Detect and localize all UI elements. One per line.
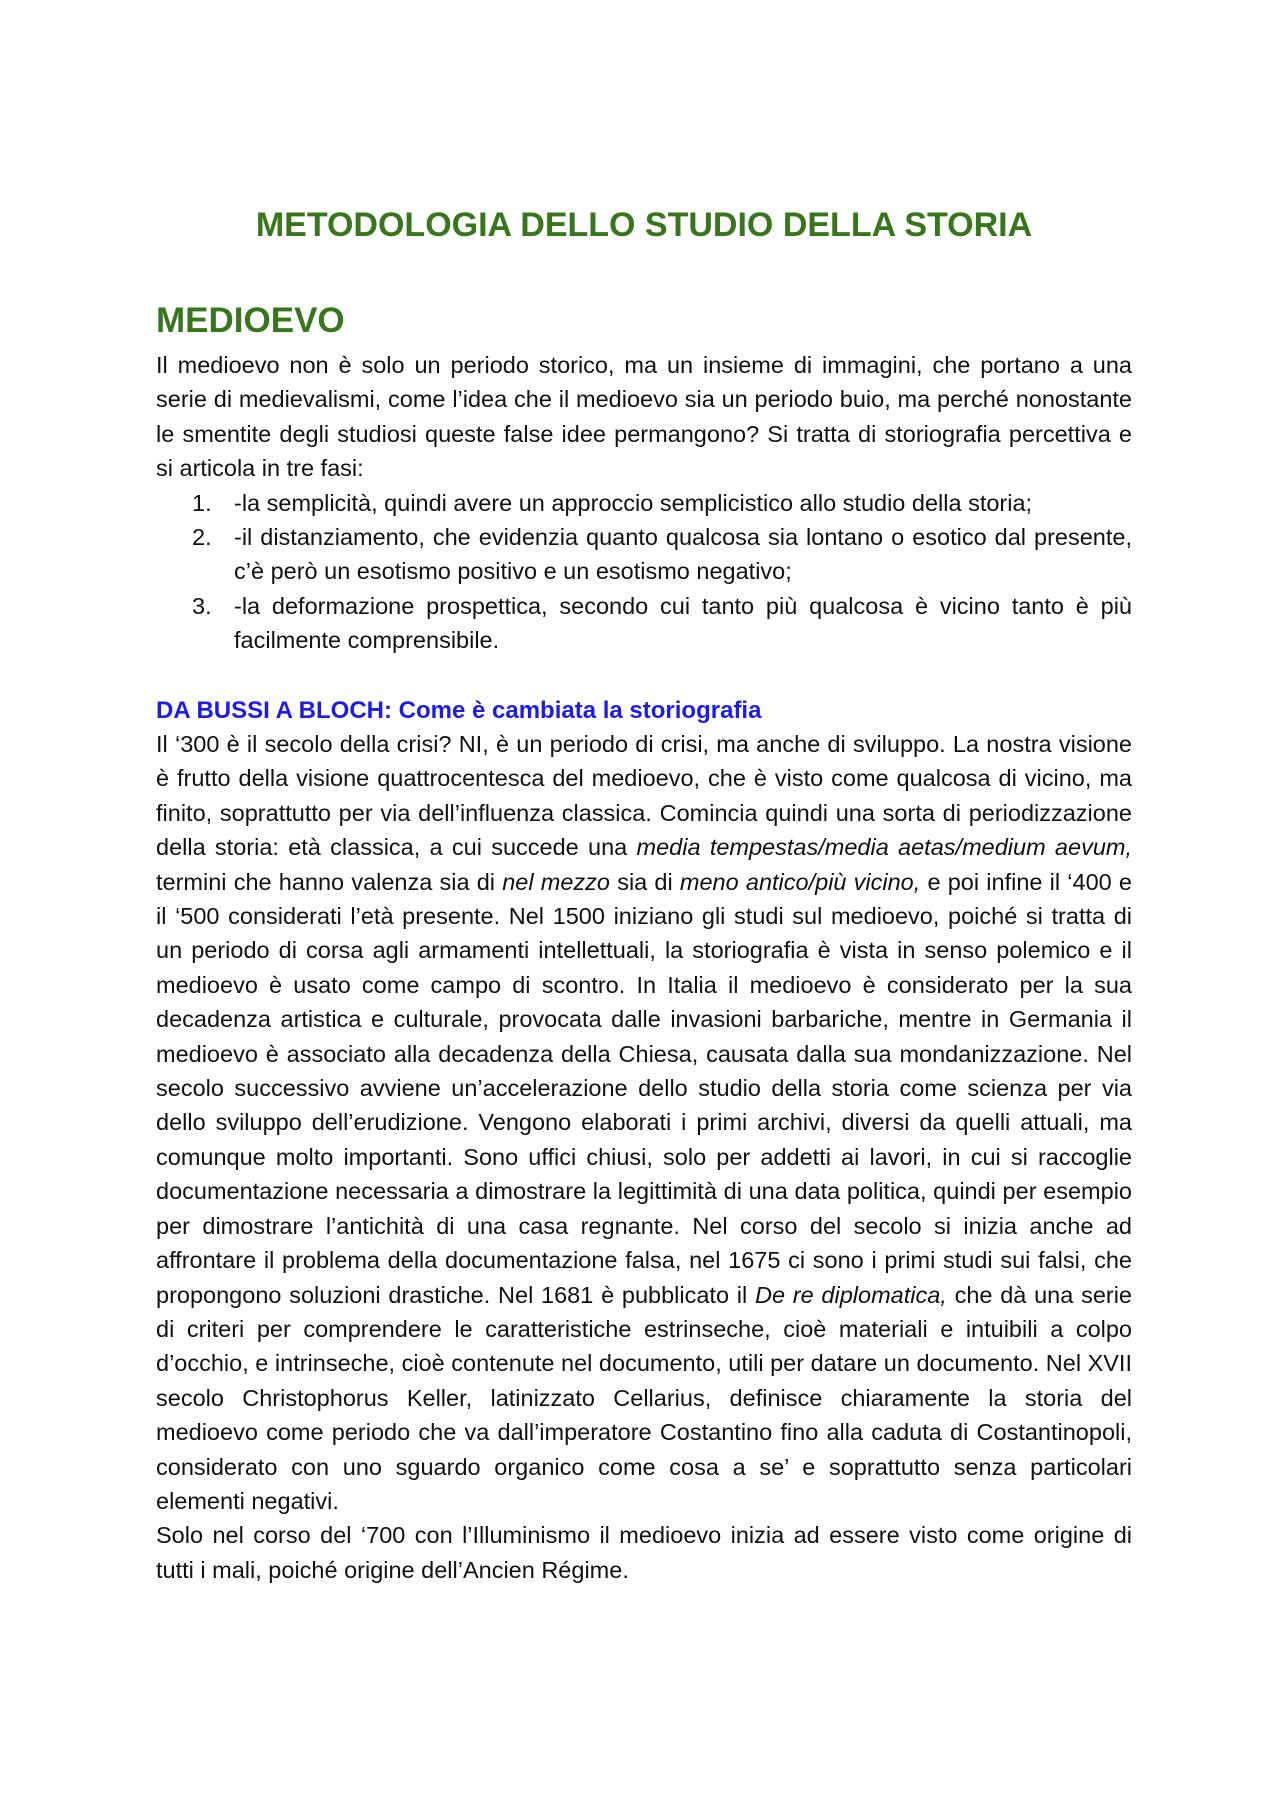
list-item-text: -il distanziamento, che evidenzia quanto qualcosa sia lontano o esotico dal presente, c’è però un esotismo positivo e un esotismo negativo; xyxy=(234,524,1132,585)
text-run: termini che hanno valenza sia di xyxy=(156,868,503,895)
list-number: 1. xyxy=(192,489,212,516)
italic-term: nel mezzo xyxy=(502,868,610,895)
enlightenment-paragraph: Solo nel corso del ‘700 con l’Illuminismo il medioevo inizia ad essere visto come origine di tutti i mali, poiché origine dell’Ancien Régime. xyxy=(156,1522,1132,1583)
italic-term: De re diplomatica, xyxy=(754,1281,947,1308)
text-run: Il ‘300 è il secolo della crisi? NI, è un periodo di crisi, ma anche di sviluppo. La nostra visione è frutto della visione quattrocentesca del medioevo, che è visto come qualcosa di vicino, ma finito, soprattutto per via dell’influenza classica. Comincia quindi una sorta di periodizzazione della storia: età classica, a cui succede una xyxy=(156,731,1132,861)
text-run: sia di xyxy=(610,868,680,895)
phases-list xyxy=(156,486,1132,658)
list-number: 3. xyxy=(192,592,212,619)
history-paragraph xyxy=(156,727,1132,1518)
section-heading-bussi-bloch: DA BUSSI A BLOCH: Come è cambiata la storiografia xyxy=(156,697,762,724)
section-medioevo-body xyxy=(156,348,1132,658)
italic-term: meno antico/più vicino, xyxy=(679,868,921,895)
list-item xyxy=(156,486,1132,520)
section-heading-medioevo: MEDIOEVO xyxy=(156,301,345,340)
section-bussi-bloch-body xyxy=(156,727,1132,1587)
text-run: e poi infine il ‘400 e il ‘500 considerati l’età presente. Nel 1500 iniziano gli studi sul medioevo, poiché si tratta di un periodo di corsa agli armamenti intellettuali, la storiografia è vista in senso polemico e il medioevo è usato come campo di scontro. In Italia il medioevo è considerato per la sua decadenza artistica e culturale, provocata dalle invasioni barbariche, mentre in Germania il medioevo è associato alla decadenza della Chiesa, causata dalla sua mondanizzazione. Nel secolo successivo avviene un’accelerazione dello studio della storia come scienza per via dello sviluppo dell’erudizione. Vengono elaborati i primi archivi, diversi da quelli attuali, ma comunque molto importanti. Sono uffici chiusi, solo per addetti ai lavori, in cui si raccoglie documentazione necessaria a dimostrare la legittimità di una data politica, quindi per esempio per dimostrare l’antichità di una casa regnante. Nel corso del secolo si inizia anche ad affrontare il problema della documentazione falsa, nel 1675 ci sono i primi studi sui falsi, che propongono soluzioni drastiche. Nel 1681 è pubblicato il xyxy=(156,868,1132,1308)
list-item-text: -la deformazione prospettica, secondo cui tanto più qualcosa è vicino tanto è più facilmente comprensibile. xyxy=(234,592,1132,654)
list-item xyxy=(156,520,1132,589)
list-item xyxy=(156,589,1132,658)
intro-paragraph: Il medioevo non è solo un periodo storico, ma un insieme di immagini, che portano a una serie di medievalismi, come l’idea che il medioevo sia un periodo buio, ma perché nonostante le smentite degli studiosi queste false idee permangono? Si tratta di storiografia percettiva e si articola in tre fasi: xyxy=(156,352,1132,482)
page-title: METODOLOGIA DELLO STUDIO DELLA STORIA xyxy=(255,206,1033,244)
list-number: 2. xyxy=(192,524,212,551)
text-run: che dà una serie di criteri per comprendere le caratteristiche estrinseche, cioè materiali e intuibili a colpo d’occhio, e intrinseche, cioè contenute nel documento, utili per datare un documento. Nel XVII secolo Christophorus Keller, latinizzato Cellarius, definisce chiaramente la storia del medioevo come periodo che va dall’imperatore Costantino fino alla caduta di Costantinopoli, considerato con uno sguardo organico come cosa a se’ e soprattutto senza particolari elementi negativi. xyxy=(156,1281,1133,1514)
italic-term: media tempestas/media aetas/medium aevum, xyxy=(636,834,1132,861)
list-item-text: -la semplicità, quindi avere un approccio semplicistico allo studio della storia; xyxy=(234,489,1033,516)
